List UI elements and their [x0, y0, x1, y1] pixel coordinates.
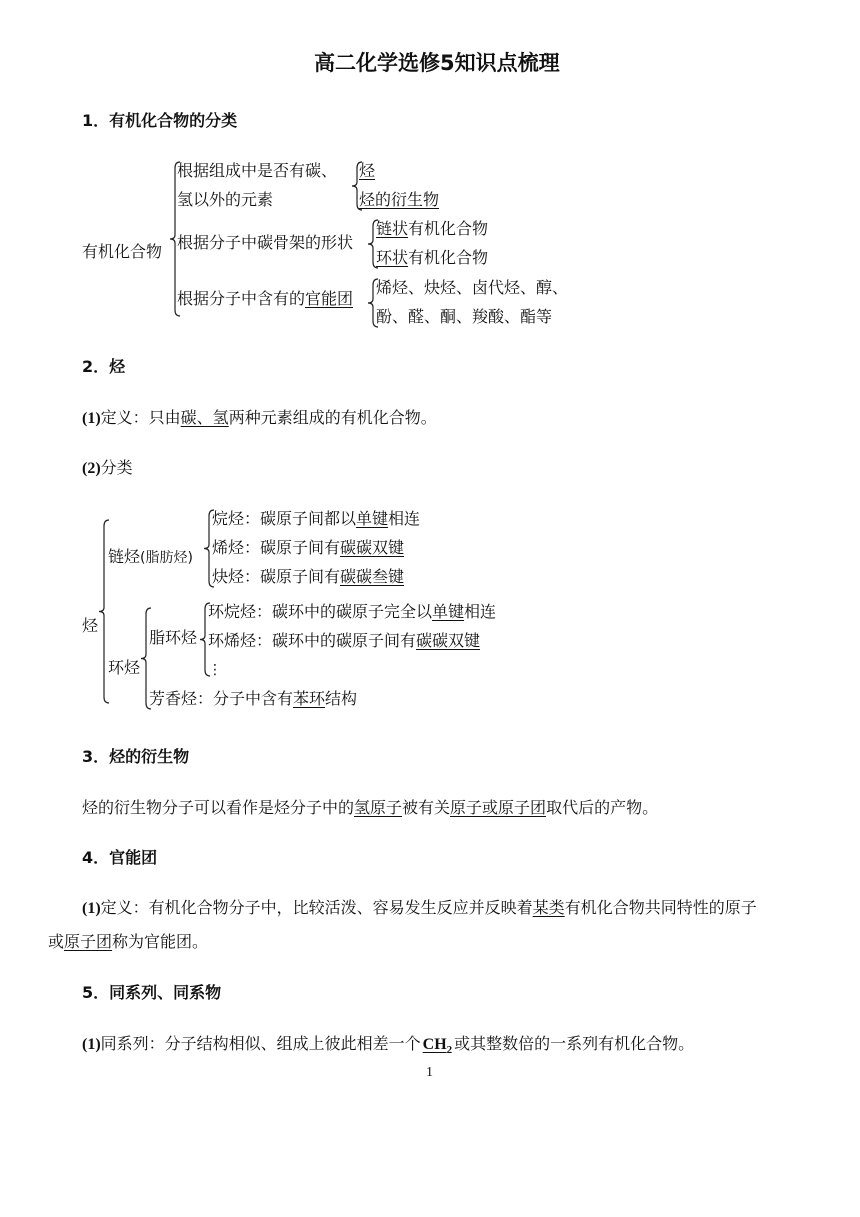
functional-group-term: 官能团 [305, 289, 354, 308]
ch2-main: CH [422, 1036, 447, 1053]
definition-suffix: 两种元素组成的有机化合物。 [228, 408, 437, 427]
section-3-heading: 3．烃的衍生物 [82, 747, 190, 766]
aromatic-ring-term: 苯环 [293, 689, 326, 708]
alkane-suffix: 相连 [388, 509, 421, 528]
homologous-prefix: 同系列：分子结构相似、组成上彼此相差一个 [100, 1034, 421, 1053]
fg-atom-group-term: 原子团 [64, 932, 113, 951]
ring-hydrocarbon: 环烃 [108, 658, 141, 677]
branch-functional-group-prefix: 根据分子中含有的 [177, 289, 306, 308]
continuation-dots: ⋮ [208, 662, 222, 678]
fg-definition-label: (1) [82, 900, 101, 917]
alkene-bond: 碳碳双键 [340, 538, 405, 557]
chain-term: 链状 [376, 219, 409, 238]
classification-text: 分类 [100, 458, 133, 477]
aromatic-suffix: 结构 [325, 689, 358, 708]
brace-alicyclic [200, 603, 210, 676]
alkane-prefix: 烷烃：碳原子间都以 [212, 509, 357, 528]
brace-functional-group [368, 279, 378, 327]
fg-certain-class-term: 某类 [532, 898, 565, 917]
fg-line2-prefix: 或 [48, 932, 65, 951]
brace-ring-hydrocarbon [141, 608, 151, 709]
page-number: 1 [426, 1065, 433, 1080]
ring-term: 环状 [376, 248, 409, 267]
aromatic-prefix: 芳香烃：分子中含有 [149, 689, 294, 708]
branch-composition-line1: 根据组成中是否有碳、 [177, 161, 338, 180]
branch-composition-line2: 氢以外的元素 [177, 190, 274, 209]
branch-carbon-skeleton: 根据分子中碳骨架的形状 [177, 233, 354, 252]
ring-suffix: 有机化合物 [408, 248, 489, 267]
definition-elements: 碳、氢 [180, 408, 229, 427]
hydrogen-atom-term: 氢原子 [354, 798, 403, 817]
section-2-heading: 2．烃 [82, 357, 126, 376]
homologous-suffix: 或其整数倍的一系列有机化合物。 [454, 1034, 695, 1053]
cycloalkane-prefix: 环烷烃：碳环中的碳原子完全以 [208, 602, 433, 621]
derivative-prefix: 烃的衍生物分子可以看作是烃分子中的 [82, 798, 355, 817]
brace-chain-hydrocarbon [204, 510, 214, 587]
alkene-prefix: 烯烃：碳原子间有 [212, 538, 341, 557]
derivative-middle: 被有关 [402, 798, 451, 817]
aliphatic-note: (脂肪烃) [140, 550, 193, 566]
alkyne-bond: 碳碳叁键 [340, 567, 405, 586]
cycloalkane-suffix: 相连 [464, 602, 497, 621]
leaf-hydrocarbon: 烃 [359, 161, 376, 180]
fg-definition-prefix: 定义：有机化合物分子中，比较活泼、容易发生反应并反映着 [100, 898, 533, 917]
classification-root: 有机化合物 [82, 242, 163, 261]
hydrocarbon-root: 烃 [82, 616, 99, 635]
brace-organic-classification [170, 162, 180, 316]
alicyclic-hydrocarbon: 脂环烃 [149, 628, 198, 647]
brace-composition [352, 162, 362, 210]
functional-group-examples-line2: 酚、醛、酮、羧酸、酯等 [376, 307, 553, 326]
brace-hydrocarbon [99, 520, 109, 703]
section-5-heading: 5．同系列、同系物 [82, 983, 222, 1002]
derivative-suffix: 取代后的产物。 [546, 798, 659, 817]
definition-label: (1) [82, 410, 101, 427]
chain-suffix: 有机化合物 [408, 219, 489, 238]
cycloalkene-prefix: 环烯烃：碳环中的碳原子间有 [208, 631, 417, 650]
fg-line2-suffix: 称为官能团。 [112, 932, 209, 951]
homologous-label: (1) [82, 1036, 101, 1053]
cycloalkene-bond: 碳碳双键 [416, 631, 481, 650]
alkane-bond: 单键 [356, 509, 389, 528]
functional-group-examples-line1: 烯烃、炔烃、卤代烃、醇、 [376, 278, 569, 297]
brace-layer [99, 162, 378, 709]
leaf-hydrocarbon-derivative: 烃的衍生物 [359, 190, 440, 209]
ch2-subscript: 2 [446, 1044, 453, 1057]
classification-number: (2) [82, 460, 101, 477]
cycloalkane-bond: 单键 [432, 602, 465, 621]
chain-hydrocarbon-name: 链烃 [108, 547, 141, 566]
section-1-heading: 1．有机化合物的分类 [82, 111, 238, 130]
alkyne-prefix: 炔烃：碳原子间有 [212, 567, 341, 586]
definition-prefix: 定义：只由 [100, 408, 181, 427]
section-4-heading: 4．官能团 [82, 848, 158, 867]
brace-carbon-skeleton [368, 220, 378, 268]
fg-definition-middle: 有机化合物共同特性的原子 [564, 898, 757, 917]
document-title: 高二化学选修5知识点梳理 [314, 51, 560, 75]
atom-or-group-term: 原子或原子团 [450, 798, 547, 817]
